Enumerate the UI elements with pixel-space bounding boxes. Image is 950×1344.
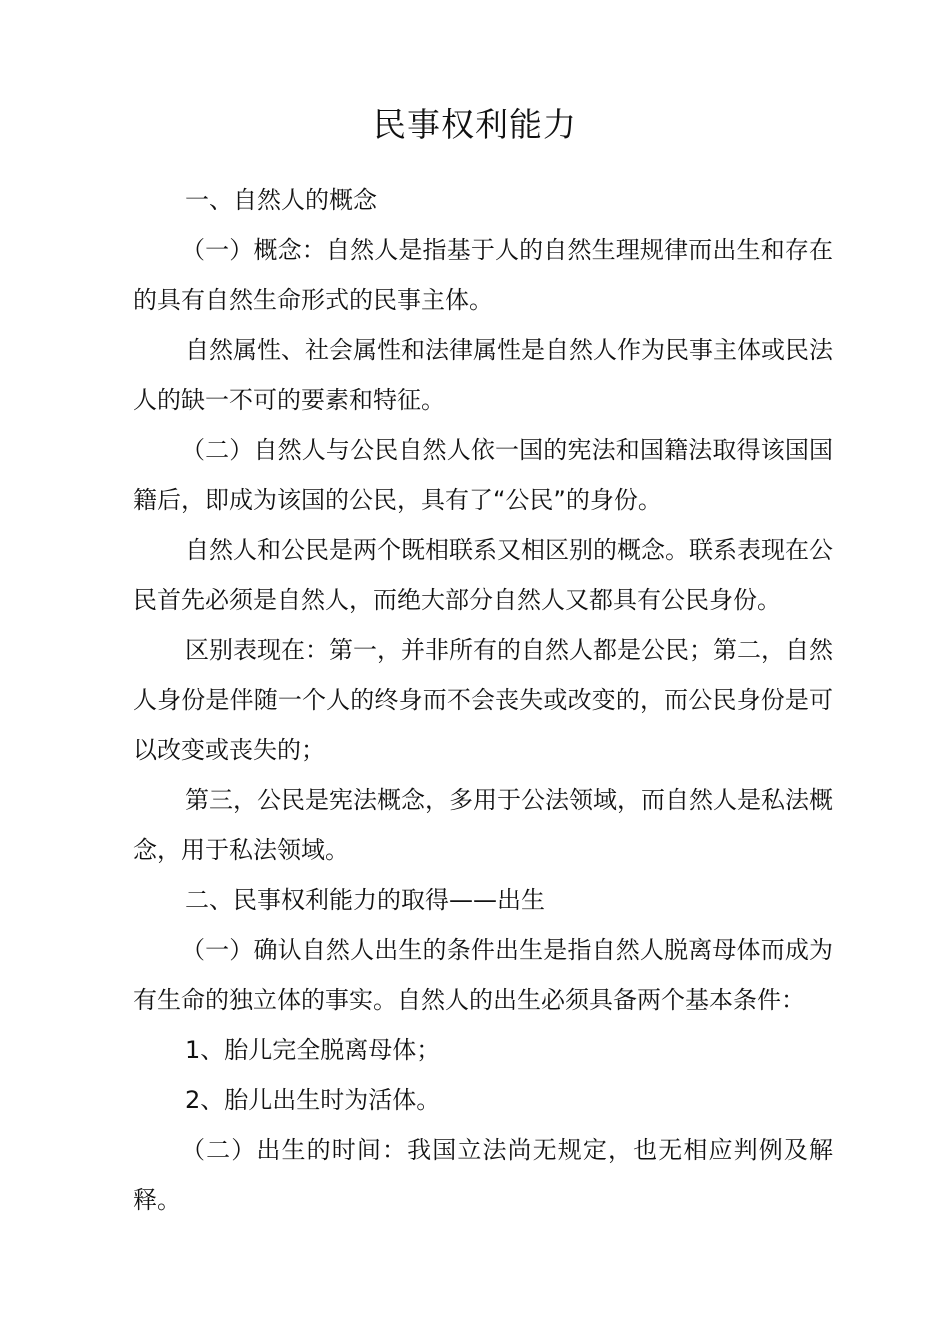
paragraph-attributes: 自然属性、社会属性和法律属性是自然人作为民事主体或民法人的缺一不可的要素和特征。 — [133, 336, 833, 414]
section-heading-1: 一、自然人的概念 — [185, 186, 377, 214]
paragraph-birth-conditions: （一）确认自然人出生的条件出生是指自然人脱离母体而成为有生命的独立体的事实。自然人的出生必须具备两个基本条件： — [133, 936, 833, 1014]
paragraph-birth-time: （二）出生的时间：我国立法尚无规定，也无相应判例及解释。 — [133, 1136, 833, 1214]
paragraph-third: 第三，公民是宪法概念，多用于公法领域，而自然人是私法概念，用于私法领域。 — [133, 786, 833, 864]
paragraph-relation: 自然人和公民是两个既相联系又相区别的概念。联系表现在公民首先必须是自然人，而绝大部分自然人又都具有公民身份。 — [133, 536, 833, 614]
section-heading-2: 二、民事权利能力的取得——出生 — [185, 886, 545, 914]
document-body — [133, 175, 833, 1225]
paragraph-citizen: （二）自然人与公民自然人依一国的宪法和国籍法取得该国国籍后，即成为该国的公民，具有了“公民”的身份。 — [133, 436, 833, 514]
paragraph-concept: （一）概念：自然人是指基于人的自然生理规律而出生和存在的具有自然生命形式的民事主体。 — [133, 236, 833, 314]
paragraph-difference: 区别表现在：第一，并非所有的自然人都是公民；第二，自然人身份是伴随一个人的终身而不会丧失或改变的，而公民身份是可以改变或丧失的； — [133, 636, 833, 764]
list-item-condition-1: 1、胎儿完全脱离母体； — [185, 1036, 441, 1064]
document-title: 民事权利能力 — [373, 105, 577, 144]
list-item-condition-2: 2、胎儿出生时为活体。 — [185, 1086, 441, 1114]
